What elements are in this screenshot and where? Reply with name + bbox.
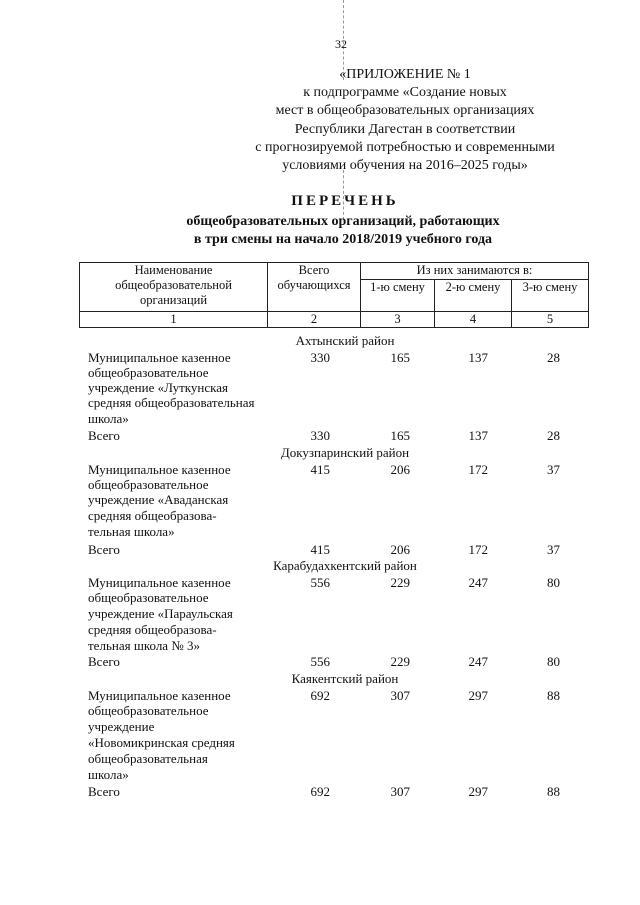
page-number: 32 [335, 37, 347, 51]
summary-shift1: 165 [390, 428, 410, 443]
org-line: тельная школа № 3» [88, 638, 200, 653]
org-line: общеобразовательное [88, 365, 209, 380]
cell-shift2: 137 [468, 350, 488, 365]
column-number: 5 [512, 312, 589, 328]
summary-shift1: 206 [390, 542, 410, 557]
summary-shift2: 297 [468, 784, 488, 799]
header-group: Из них занимаются в: [361, 263, 589, 280]
summary-total: 415 [310, 542, 330, 557]
summary-shift1: 307 [390, 784, 410, 799]
org-line: Муниципальное казенное [88, 462, 231, 477]
cell-total: 415 [310, 462, 330, 477]
cell-shift3: 80 [547, 575, 560, 590]
column-number: 2 [268, 312, 361, 328]
summary-label: Всего [88, 542, 120, 557]
column-number: 4 [435, 312, 512, 328]
summary-shift3: 88 [547, 784, 560, 799]
summary-shift2: 137 [468, 428, 488, 443]
summary-shift3: 28 [547, 428, 560, 443]
summary-shift3: 80 [547, 654, 560, 669]
header-name: Наименование общеобразовательной организаций [80, 263, 268, 312]
cell-shift3: 28 [547, 350, 560, 365]
district-name: Карабудахкентский район [273, 558, 417, 573]
org-line: тельная школа» [88, 524, 175, 539]
summary-total: 692 [310, 784, 330, 799]
org-line: общеобразовательная [88, 751, 208, 766]
cell-total: 692 [310, 688, 330, 703]
org-line: учреждение [88, 719, 155, 734]
header-total: Всего обучающихся [268, 263, 361, 312]
column-number: 1 [80, 312, 268, 328]
org-line: школа» [88, 411, 129, 426]
appendix-line: мест в общеобразовательных организациях [275, 103, 535, 119]
cell-shift1: 206 [390, 462, 410, 477]
org-line: учреждение «Луткунская [88, 380, 229, 395]
org-line: Муниципальное казенное [88, 575, 231, 590]
appendix-line: с прогнозируемой потребностью и современными [255, 139, 555, 155]
summary-shift3: 37 [547, 542, 560, 557]
appendix-line: условиями обучения на 2016–2025 годы» [282, 158, 528, 174]
cell-shift2: 172 [468, 462, 488, 477]
org-line: средняя общеобразова- [88, 622, 217, 637]
org-line: средняя общеобразовательная [88, 395, 255, 410]
appendix-line: «ПРИЛОЖЕНИЕ № 1 [339, 67, 471, 82]
org-line: общеобразовательное [88, 703, 209, 718]
org-line: общеобразовательное [88, 477, 209, 492]
cell-shift2: 247 [468, 575, 488, 590]
header-shift3: 3-ю смену [512, 280, 589, 312]
org-line: Муниципальное казенное [88, 688, 231, 703]
column-number: 3 [361, 312, 435, 328]
summary-label: Всего [88, 784, 120, 799]
district-name: Ахтынский район [295, 333, 395, 348]
org-line: «Новомикринская средняя [88, 735, 235, 750]
org-line: Муниципальное казенное [88, 350, 231, 365]
cell-shift1: 307 [390, 688, 410, 703]
header-shift2: 2-ю смену [435, 280, 512, 312]
summary-label: Всего [88, 428, 120, 443]
cell-shift3: 37 [547, 462, 560, 477]
summary-shift2: 247 [468, 654, 488, 669]
summary-total: 556 [310, 654, 330, 669]
org-line: учреждение «Аваданская [88, 492, 229, 507]
document-title: ПЕРЕЧЕНЬ [291, 193, 399, 209]
org-line: учреждение «Параульская [88, 606, 233, 621]
subtitle-line: общеобразовательных организаций, работающих [186, 214, 500, 229]
org-line: школа» [88, 767, 129, 782]
cell-shift2: 297 [468, 688, 488, 703]
cell-shift1: 165 [390, 350, 410, 365]
cell-shift3: 88 [547, 688, 560, 703]
district-name: Докузпаринский район [280, 445, 410, 460]
summary-label: Всего [88, 654, 120, 669]
summary-shift1: 229 [390, 654, 410, 669]
cell-shift1: 229 [390, 575, 410, 590]
appendix-line: Республики Дагестан в соответствии [294, 121, 516, 137]
org-line: средняя общеобразова- [88, 508, 217, 523]
org-line: общеобразовательное [88, 590, 209, 605]
summary-shift2: 172 [468, 542, 488, 557]
cell-total: 556 [310, 575, 330, 590]
header-shift1: 1-ю смену [361, 280, 435, 312]
district-name: Каякентский район [291, 671, 399, 686]
cell-total: 330 [310, 350, 330, 365]
appendix-line: к подпрограмме «Создание новых [303, 85, 507, 101]
summary-total: 330 [310, 428, 330, 443]
subtitle-line: в три смены на начало 2018/2019 учебного года [193, 232, 493, 247]
